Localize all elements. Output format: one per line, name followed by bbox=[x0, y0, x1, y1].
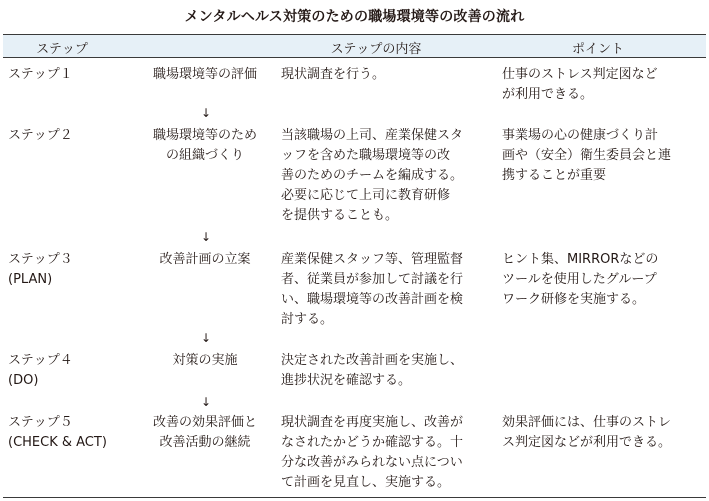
step-point-line: 画や（安全）衛生委員会と連 bbox=[502, 148, 672, 163]
step-name-line: 改善の効果評価と bbox=[152, 415, 257, 430]
step-point bbox=[502, 250, 698, 310]
step-point-line: ワーク研修を実施する。 bbox=[502, 292, 646, 307]
step-point bbox=[502, 413, 698, 453]
flow-arrow-icon: ↓ bbox=[200, 331, 212, 345]
step-point-line: ヒント集、MIRRORなどの bbox=[502, 252, 659, 267]
step-name-line: 改善活動の継続 bbox=[159, 435, 251, 450]
step-content bbox=[281, 351, 483, 391]
step-label bbox=[8, 351, 138, 391]
step-content-line: 討する。 bbox=[281, 312, 334, 327]
step-point-line: 仕事のストレス判定図など bbox=[502, 67, 658, 82]
step-label-line: (DO) bbox=[8, 373, 39, 388]
step-name-line: 職場環境等のため bbox=[152, 128, 257, 143]
step-content bbox=[281, 250, 483, 330]
flow-arrow-icon: ↓ bbox=[200, 395, 212, 409]
step-content-line: なされたかどうか確認する。十 bbox=[281, 435, 464, 450]
step-name-line: 改善計画の立案 bbox=[159, 252, 251, 267]
step-content-line: を提供することも。 bbox=[281, 208, 399, 223]
step-content bbox=[281, 126, 483, 226]
step-name bbox=[130, 413, 280, 453]
step-content-line: 進捗状況を確認する。 bbox=[281, 373, 412, 388]
step-name-line: の組織づくり bbox=[165, 148, 244, 163]
step-content bbox=[281, 65, 483, 85]
flow-arrow-icon: ↓ bbox=[200, 106, 212, 120]
step-point-line: ツールを使用したグループ bbox=[502, 272, 657, 287]
step-point-line: 効果評価には、仕事のストレ bbox=[502, 415, 672, 430]
step-label bbox=[8, 413, 138, 453]
step-label bbox=[8, 65, 138, 85]
step-name-line: 職場環境等の評価 bbox=[152, 67, 257, 82]
step-point-line: 携することが重要 bbox=[502, 168, 607, 183]
improvement-flow-table bbox=[3, 34, 706, 58]
header-point: ポイント bbox=[571, 42, 624, 57]
header-step-content: ステップの内容 bbox=[330, 42, 422, 57]
step-point-line: ス判定図などが利用できる。 bbox=[502, 435, 672, 450]
step-label-line: ステップ３ bbox=[8, 252, 73, 267]
step-label bbox=[8, 126, 138, 146]
step-name bbox=[130, 250, 280, 270]
step-name-line: 対策の実施 bbox=[172, 353, 238, 368]
table-header-row bbox=[3, 34, 706, 58]
step-content-line: 必要に応じて上司に教育研修 bbox=[281, 188, 451, 203]
step-label-line: ステップ２ bbox=[8, 128, 73, 143]
step-name bbox=[130, 126, 280, 166]
step-label-line: ステップ４ bbox=[8, 353, 73, 368]
step-content-line: て計画を見直し、実施する。 bbox=[281, 475, 451, 490]
step-point-line: 事業場の心の健康づくり計 bbox=[502, 128, 659, 143]
step-content-line: 現状調査を再度実施し、改善が bbox=[281, 415, 464, 430]
step-content-line: 産業保健スタッフ等、管理監督 bbox=[281, 252, 464, 267]
step-label-line: ステップ１ bbox=[8, 67, 73, 82]
step-point bbox=[502, 126, 698, 186]
step-label-line: (CHECK & ACT) bbox=[8, 435, 107, 450]
step-name bbox=[130, 65, 280, 85]
step-name bbox=[130, 351, 280, 371]
step-point bbox=[502, 65, 698, 105]
step-label-line: ステップ５ bbox=[8, 415, 73, 430]
step-content-line: 決定された改善計画を実施し、 bbox=[281, 353, 464, 368]
step-label-line: (PLAN) bbox=[8, 272, 53, 287]
step-content-line: 当該職場の上司、産業保健スタ bbox=[281, 128, 464, 143]
header-step: ステップ bbox=[36, 42, 88, 57]
table-bottom-rule bbox=[3, 497, 706, 498]
step-content-line: ッフを含めた職場環境等の改 bbox=[281, 148, 451, 163]
step-content-line: 者、従業員が参加して討議を行 bbox=[281, 272, 464, 287]
step-content-line: い、職場環境等の改善計画を検 bbox=[281, 292, 464, 307]
flow-arrow-icon: ↓ bbox=[200, 230, 212, 244]
page-title: メンタルヘルス対策のための職場環境等の改善の流れ bbox=[184, 9, 525, 25]
step-content-line: 分な改善がみられない点につい bbox=[281, 455, 463, 470]
step-content-line: 善のためのチームを編成する。 bbox=[281, 168, 464, 183]
step-content bbox=[281, 413, 483, 493]
step-label bbox=[8, 250, 138, 290]
step-content-line: 現状調査を行う。 bbox=[281, 67, 386, 82]
step-point-line: が利用できる。 bbox=[502, 87, 594, 102]
